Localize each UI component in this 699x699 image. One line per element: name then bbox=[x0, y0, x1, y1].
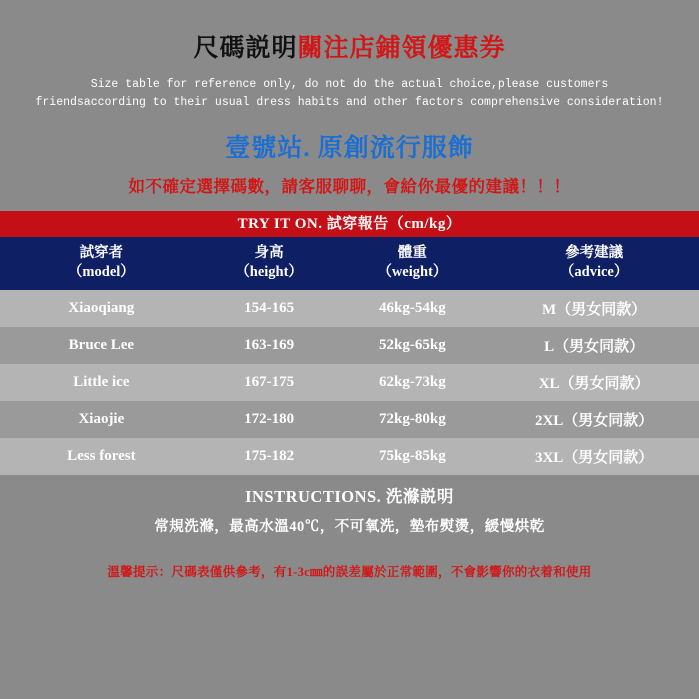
cell-height: 154-165 bbox=[203, 290, 336, 327]
cell-model: Bruce Lee bbox=[0, 327, 203, 364]
cell-advice: XL（男女同款） bbox=[489, 364, 699, 401]
cell-weight: 52kg-65kg bbox=[336, 327, 490, 364]
cell-model: Xiaoqiang bbox=[0, 290, 203, 327]
tryon-banner: TRY IT ON. 試穿報告（cm/kg） bbox=[0, 211, 699, 237]
cell-advice: 2XL（男女同款） bbox=[489, 401, 699, 438]
instructions-text: 常規洗滌，最高水溫40℃，不可氧洗，墊布熨燙，緩慢烘乾 bbox=[154, 518, 545, 535]
cell-advice: M（男女同款） bbox=[489, 290, 699, 327]
column-header-height bbox=[203, 237, 336, 290]
column-header-weight-en: （weight） bbox=[377, 264, 448, 281]
brand-name: 壹號站. 原創流行服飾 bbox=[225, 134, 474, 162]
cell-height: 175-182 bbox=[203, 438, 336, 475]
table-row bbox=[0, 401, 699, 438]
cell-weight: 72kg-80kg bbox=[336, 401, 490, 438]
column-header-model bbox=[0, 237, 203, 290]
subtitle-line-2: friendsaccording to their usual dress habits and other factors comprehensive consideration! bbox=[35, 95, 664, 109]
cell-weight: 46kg-54kg bbox=[336, 290, 490, 327]
cell-model: Little ice bbox=[0, 364, 203, 401]
cell-weight: 62kg-73kg bbox=[336, 364, 490, 401]
column-header-height-cn: 身高 bbox=[254, 244, 284, 261]
column-header-advice-cn: 參考建議 bbox=[565, 244, 624, 261]
column-header-weight bbox=[336, 237, 490, 290]
page-title-promo: 關注店鋪領優惠券 bbox=[297, 35, 506, 62]
cell-model: Xiaojie bbox=[0, 401, 203, 438]
header-block bbox=[0, 0, 699, 197]
size-table-body bbox=[0, 290, 699, 475]
cell-height: 167-175 bbox=[203, 364, 336, 401]
subtitle-line-1: Size table for reference only, do not do the actual choice,please customers bbox=[90, 78, 609, 91]
contact-advice-text: 如不確定選擇碼數，請客服聊聊，會給你最優的建議！！！ bbox=[128, 176, 571, 196]
warm-tip-text: 溫馨提示：尺碼表僅供參考，有1-3c㎜的誤差屬於正常範圍，不會影響你的衣着和使用 bbox=[107, 564, 592, 579]
cell-weight: 75kg-85kg bbox=[336, 438, 490, 475]
size-table-head bbox=[0, 237, 699, 290]
table-header-row bbox=[0, 237, 699, 290]
column-header-weight-cn: 體重 bbox=[397, 244, 427, 261]
cell-height: 163-169 bbox=[203, 327, 336, 364]
column-header-model-cn: 試穿者 bbox=[79, 244, 124, 261]
column-header-model-en: （model） bbox=[67, 264, 135, 281]
size-table bbox=[0, 237, 699, 475]
cell-advice: L（男女同款） bbox=[489, 327, 699, 364]
cell-height: 172-180 bbox=[203, 401, 336, 438]
table-row bbox=[0, 364, 699, 401]
instructions-title: INSTRUCTIONS. 洗滌説明 bbox=[245, 486, 454, 506]
column-header-advice bbox=[489, 237, 699, 290]
table-row bbox=[0, 327, 699, 364]
column-header-advice-en: （advice） bbox=[559, 264, 629, 281]
column-header-height-en: （height） bbox=[235, 264, 303, 281]
cell-advice: 3XL（男女同款） bbox=[489, 438, 699, 475]
page-title bbox=[0, 34, 699, 64]
subtitle-block bbox=[0, 76, 699, 112]
page-title-primary: 尺碼説明 bbox=[193, 35, 298, 62]
table-row bbox=[0, 290, 699, 327]
cell-model: Less forest bbox=[0, 438, 203, 475]
table-row bbox=[0, 438, 699, 475]
